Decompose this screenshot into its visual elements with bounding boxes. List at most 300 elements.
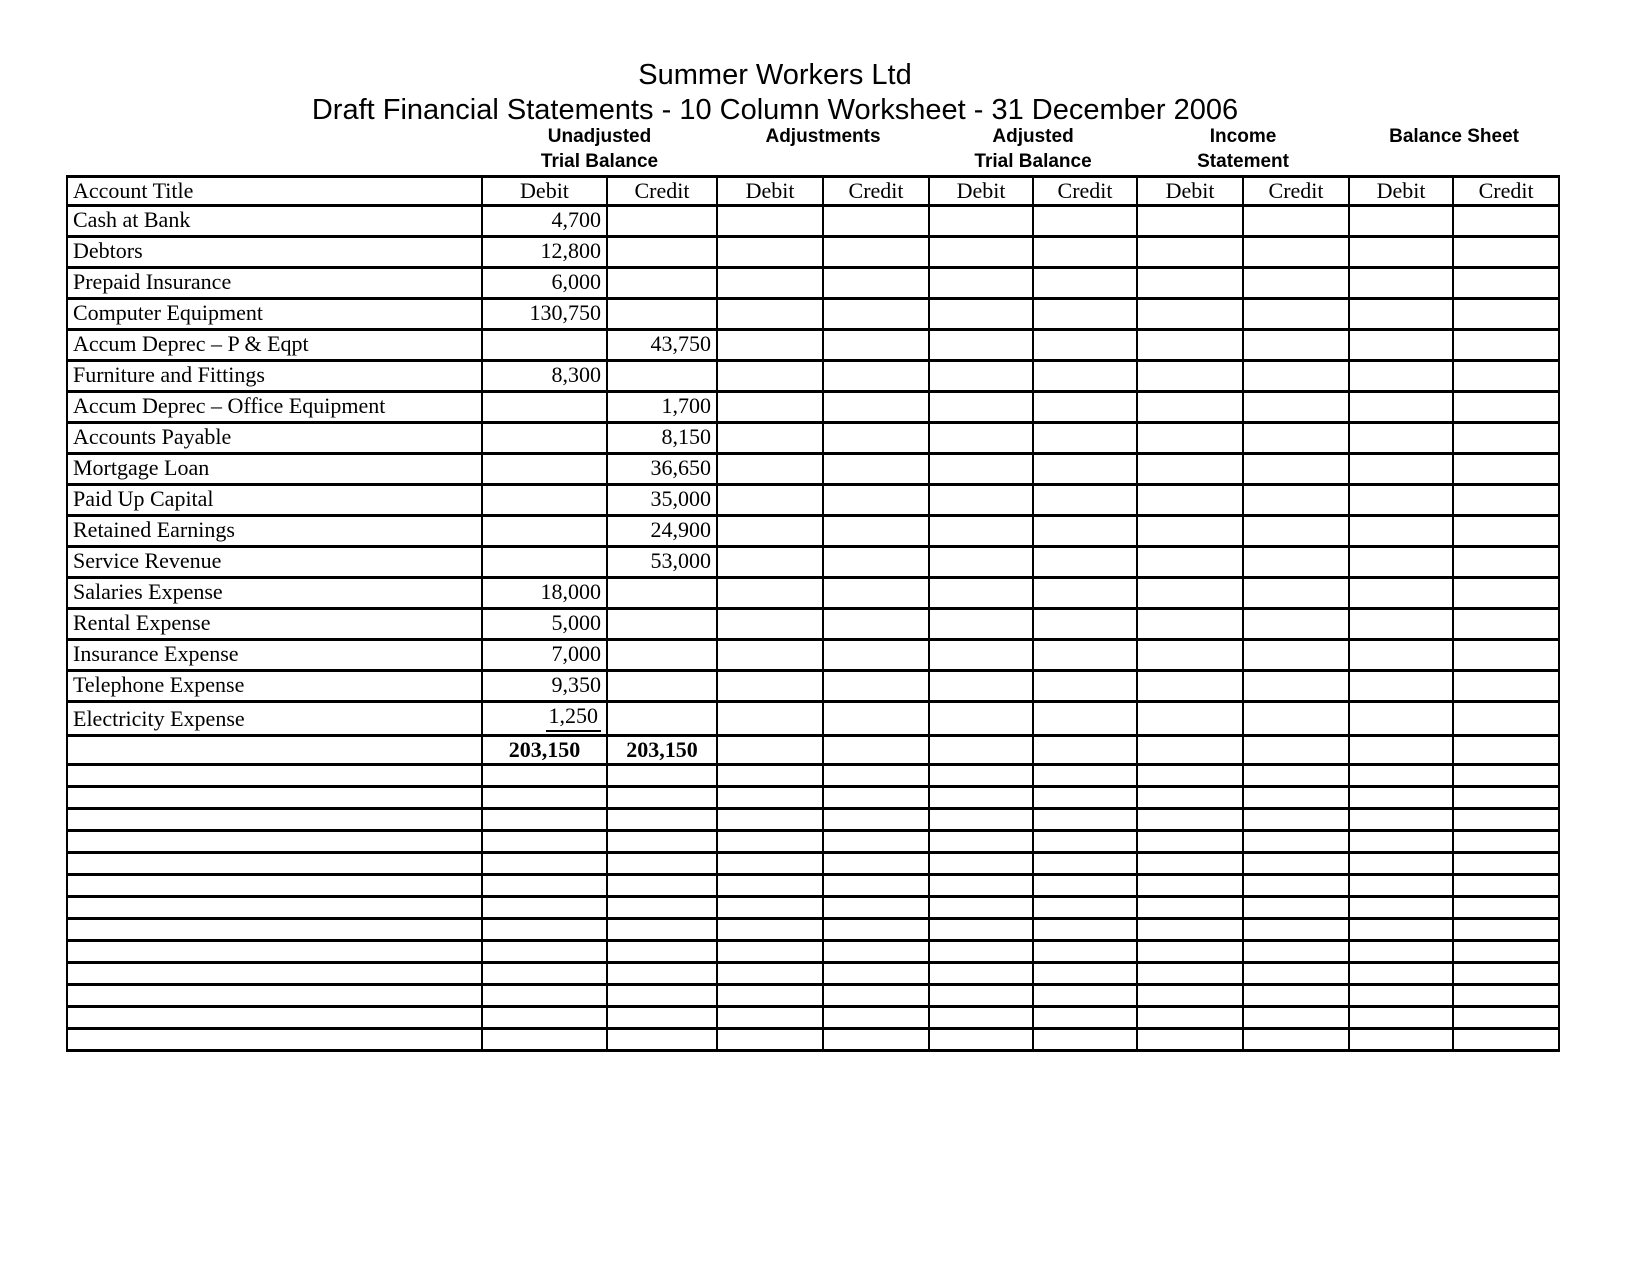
empty-cell (823, 786, 929, 808)
table-row (67, 391, 1559, 422)
credit-cell (823, 360, 929, 391)
empty-cell (1243, 764, 1349, 786)
empty-cell (482, 984, 607, 1006)
empty-cell (929, 786, 1033, 808)
empty-cell (1033, 764, 1137, 786)
empty-cell (1453, 764, 1559, 786)
credit-cell (607, 670, 717, 701)
worksheet-table (66, 124, 1560, 1052)
empty-cell (929, 874, 1033, 896)
empty-cell (1137, 940, 1243, 962)
debit-cell (1137, 453, 1243, 484)
debit-cell: 9,350 (482, 670, 607, 701)
table-row (67, 205, 1559, 236)
empty-cell (1033, 918, 1137, 940)
debit-cell (1137, 236, 1243, 267)
debit-cell (717, 515, 823, 546)
empty-cell (607, 940, 717, 962)
empty-cell (1453, 918, 1559, 940)
credit-cell (1033, 577, 1137, 608)
account-title-cell: Service Revenue (67, 546, 482, 577)
debit-cell: 7,000 (482, 639, 607, 670)
totals-row (67, 735, 1559, 764)
empty-cell (1033, 1028, 1137, 1050)
debit-cell (482, 701, 607, 735)
credit-cell (1243, 515, 1349, 546)
empty-cell (1453, 940, 1559, 962)
debit-cell (1137, 205, 1243, 236)
credit-cell (1243, 360, 1349, 391)
credit-cell (1243, 546, 1349, 577)
credit-cell (1243, 639, 1349, 670)
empty-cell (1137, 808, 1243, 830)
empty-cell (717, 940, 823, 962)
empty-cell (1243, 735, 1349, 764)
empty-cell (1243, 962, 1349, 984)
empty-row (67, 786, 1559, 808)
empty-cell (67, 874, 482, 896)
table-row (67, 515, 1559, 546)
empty-cell (67, 830, 482, 852)
empty-row (67, 1028, 1559, 1050)
empty-cell (607, 852, 717, 874)
empty-cell (823, 874, 929, 896)
empty-cell (717, 896, 823, 918)
empty-cell (67, 786, 482, 808)
group-label-line1: Adjustments (765, 126, 881, 147)
empty-cell (717, 830, 823, 852)
empty-cell (482, 896, 607, 918)
account-title-cell: Furniture and Fittings (67, 360, 482, 391)
empty-cell (1033, 962, 1137, 984)
empty-cell (929, 852, 1033, 874)
debit-cell (929, 515, 1033, 546)
credit-cell (1453, 670, 1559, 701)
credit-cell (607, 577, 717, 608)
credit-cell (1453, 205, 1559, 236)
empty-cell (717, 918, 823, 940)
table-row (67, 329, 1559, 360)
debit-cell (717, 577, 823, 608)
credit-cell (1033, 236, 1137, 267)
empty-cell (482, 1028, 607, 1050)
table-row (67, 236, 1559, 267)
empty-row (67, 808, 1559, 830)
empty-cell (1453, 1028, 1559, 1050)
empty-cell (67, 1006, 482, 1028)
debit-cell (1137, 701, 1243, 735)
credit-cell (607, 205, 717, 236)
empty-cell (929, 984, 1033, 1006)
empty-cell (607, 808, 717, 830)
empty-cell (1137, 962, 1243, 984)
empty-cell (67, 808, 482, 830)
credit-cell (823, 515, 929, 546)
table-row (67, 453, 1559, 484)
account-title-cell: Insurance Expense (67, 639, 482, 670)
table-row (67, 701, 1559, 735)
debit-cell (1137, 267, 1243, 298)
debit-cell (1137, 484, 1243, 515)
empty-cell (823, 808, 929, 830)
empty-cell (1243, 918, 1349, 940)
group-income-statement (1137, 124, 1349, 176)
account-title-cell: Accum Deprec – P & Eqpt (67, 329, 482, 360)
empty-cell (1349, 786, 1453, 808)
empty-cell (1349, 735, 1453, 764)
empty-cell (1137, 896, 1243, 918)
group-label-line1: Income (1209, 126, 1277, 147)
credit-cell (1453, 515, 1559, 546)
empty-cell (823, 940, 929, 962)
empty-cell (1137, 852, 1243, 874)
debit-cell: 8,300 (482, 360, 607, 391)
empty-cell (1453, 808, 1559, 830)
empty-cell (717, 764, 823, 786)
empty-row (67, 984, 1559, 1006)
debit-cell (929, 267, 1033, 298)
empty-cell (1349, 808, 1453, 830)
empty-cell (823, 852, 929, 874)
group-label-line2: Trial Balance (974, 151, 1092, 172)
empty-cell (1033, 735, 1137, 764)
empty-cell (1137, 1028, 1243, 1050)
debit-cell (717, 453, 823, 484)
empty-cell (607, 1006, 717, 1028)
empty-cell (482, 808, 607, 830)
empty-cell (717, 962, 823, 984)
debit-cell (482, 515, 607, 546)
credit-cell: 35,000 (607, 484, 717, 515)
debit-cell (1349, 236, 1453, 267)
table-row (67, 670, 1559, 701)
debit-cell (1137, 639, 1243, 670)
debit-cell (717, 236, 823, 267)
debit-cell (929, 391, 1033, 422)
empty-cell (607, 962, 717, 984)
credit-cell (607, 360, 717, 391)
empty-cell (717, 786, 823, 808)
credit-cell: 24,900 (607, 515, 717, 546)
credit-cell (823, 453, 929, 484)
credit-cell (823, 577, 929, 608)
debit-header: Debit (482, 176, 607, 205)
group-adjusted-trial-balance (929, 124, 1137, 176)
account-title-cell: Electricity Expense (67, 701, 482, 735)
credit-cell (1453, 639, 1559, 670)
credit-header: Credit (1033, 176, 1137, 205)
empty-cell (67, 984, 482, 1006)
debit-cell (1137, 422, 1243, 453)
credit-cell (823, 546, 929, 577)
credit-cell (1033, 360, 1137, 391)
debit-cell (717, 422, 823, 453)
empty-cell (1033, 808, 1137, 830)
credit-cell (1453, 298, 1559, 329)
debit-cell (717, 360, 823, 391)
empty-cell (1453, 852, 1559, 874)
account-title-cell: Mortgage Loan (67, 453, 482, 484)
debit-cell (929, 236, 1033, 267)
debit-cell (1137, 298, 1243, 329)
debit-cell (1137, 360, 1243, 391)
empty-cell (1243, 1028, 1349, 1050)
empty-cell (1033, 896, 1137, 918)
empty-cell (482, 962, 607, 984)
empty-cell (929, 1006, 1033, 1028)
empty-cell (717, 1006, 823, 1028)
empty-cell (67, 918, 482, 940)
credit-cell (1453, 236, 1559, 267)
debit-cell: 130,750 (482, 298, 607, 329)
empty-cell (1243, 830, 1349, 852)
debit-cell (1137, 577, 1243, 608)
empty-cell (823, 984, 929, 1006)
column-header-row (67, 176, 1559, 205)
group-label-line2: Statement (1197, 151, 1289, 172)
empty-cell (929, 962, 1033, 984)
credit-cell (607, 701, 717, 735)
credit-cell (1243, 236, 1349, 267)
credit-cell (823, 484, 929, 515)
credit-cell (1243, 484, 1349, 515)
table-row (67, 298, 1559, 329)
credit-cell (823, 422, 929, 453)
group-balance-sheet (1349, 124, 1559, 176)
credit-header: Credit (1453, 176, 1559, 205)
debit-cell (1349, 701, 1453, 735)
credit-cell (1243, 267, 1349, 298)
empty-cell (929, 896, 1033, 918)
credit-cell (1453, 329, 1559, 360)
debit-cell (717, 639, 823, 670)
debit-cell (1349, 391, 1453, 422)
empty-cell (823, 918, 929, 940)
credit-cell (607, 298, 717, 329)
debit-cell (1349, 360, 1453, 391)
debit-cell (717, 484, 823, 515)
account-title-cell: Telephone Expense (67, 670, 482, 701)
debit-cell (1349, 329, 1453, 360)
document-subtitle: Draft Financial Statements - 10 Column Worksheet - 31 December 2006 (311, 94, 1239, 126)
empty-cell (1033, 830, 1137, 852)
empty-cell (607, 830, 717, 852)
worksheet-area (66, 124, 1560, 1052)
empty-cell (607, 874, 717, 896)
account-title-cell: Debtors (67, 236, 482, 267)
debit-cell: 18,000 (482, 577, 607, 608)
debit-cell (717, 608, 823, 639)
account-title-cell: Salaries Expense (67, 577, 482, 608)
debit-cell (929, 484, 1033, 515)
empty-cell (1033, 852, 1137, 874)
empty-row (67, 918, 1559, 940)
debit-cell (1137, 670, 1243, 701)
empty-cell (929, 735, 1033, 764)
debit-cell (1137, 391, 1243, 422)
empty-cell (1243, 852, 1349, 874)
empty-cell (67, 852, 482, 874)
empty-cell (482, 852, 607, 874)
credit-cell (1453, 267, 1559, 298)
empty-cell (607, 764, 717, 786)
empty-cell (1349, 830, 1453, 852)
empty-cell (1137, 984, 1243, 1006)
credit-header: Credit (607, 176, 717, 205)
empty-cell (823, 962, 929, 984)
empty-cell (67, 764, 482, 786)
credit-cell (1033, 701, 1137, 735)
credit-cell (1033, 639, 1137, 670)
debit-cell (1349, 453, 1453, 484)
credit-cell: 8,150 (607, 422, 717, 453)
table-row (67, 577, 1559, 608)
debit-cell: 12,800 (482, 236, 607, 267)
totals-spacer-cell (67, 735, 482, 764)
debit-cell (929, 205, 1033, 236)
title-block (66, 58, 1484, 128)
empty-cell (482, 830, 607, 852)
credit-cell (823, 298, 929, 329)
debit-cell (929, 608, 1033, 639)
empty-cell (1453, 874, 1559, 896)
empty-cell (929, 808, 1033, 830)
group-label-line2: Trial Balance (540, 151, 659, 172)
account-title-cell: Cash at Bank (67, 205, 482, 236)
debit-header: Debit (1137, 176, 1243, 205)
debit-cell (1349, 608, 1453, 639)
empty-cell (482, 764, 607, 786)
empty-cell (1349, 874, 1453, 896)
empty-cell (1349, 764, 1453, 786)
debit-cell (717, 298, 823, 329)
account-title-cell: Accum Deprec – Office Equipment (67, 391, 482, 422)
debit-cell (1349, 298, 1453, 329)
empty-cell (1453, 786, 1559, 808)
empty-cell (717, 1028, 823, 1050)
debit-cell (929, 360, 1033, 391)
empty-cell (1033, 786, 1137, 808)
credit-cell (607, 608, 717, 639)
empty-row (67, 896, 1559, 918)
empty-cell (1349, 1028, 1453, 1050)
empty-cell (823, 1006, 929, 1028)
empty-cell (1243, 1006, 1349, 1028)
debit-cell (929, 329, 1033, 360)
credit-cell (1243, 701, 1349, 735)
credit-cell (1453, 453, 1559, 484)
empty-cell (482, 940, 607, 962)
credit-cell (1033, 608, 1137, 639)
debit-cell (717, 267, 823, 298)
credit-cell (1033, 484, 1137, 515)
debit-cell (929, 577, 1033, 608)
credit-cell (1243, 670, 1349, 701)
debit-cell (482, 546, 607, 577)
debit-cell (1137, 546, 1243, 577)
empty-cell (1137, 830, 1243, 852)
empty-row (67, 852, 1559, 874)
debit-cell (1137, 329, 1243, 360)
credit-cell (1243, 391, 1349, 422)
credit-cell (823, 329, 929, 360)
credit-cell (823, 236, 929, 267)
credit-cell (1453, 484, 1559, 515)
empty-row (67, 874, 1559, 896)
empty-cell (717, 874, 823, 896)
empty-cell (929, 830, 1033, 852)
credit-cell (1453, 546, 1559, 577)
debit-header: Debit (717, 176, 823, 205)
group-adjustments (717, 124, 929, 176)
account-title-cell: Computer Equipment (67, 298, 482, 329)
empty-cell (823, 764, 929, 786)
empty-cell (823, 830, 929, 852)
group-label-line1: Unadjusted (547, 126, 652, 147)
credit-cell (823, 639, 929, 670)
credit-cell (1033, 670, 1137, 701)
credit-cell (1243, 422, 1349, 453)
empty-cell (1243, 808, 1349, 830)
group-label-line1: Adjusted (992, 126, 1074, 147)
account-title-header: Account Title (67, 176, 482, 205)
empty-cell (1137, 735, 1243, 764)
credit-cell (1453, 577, 1559, 608)
empty-cell (1033, 940, 1137, 962)
credit-cell (607, 639, 717, 670)
debit-cell (929, 701, 1033, 735)
empty-cell (1349, 1006, 1453, 1028)
table-row (67, 608, 1559, 639)
credit-cell (823, 267, 929, 298)
debit-cell (1349, 422, 1453, 453)
credit-header: Credit (1243, 176, 1349, 205)
debit-cell (929, 298, 1033, 329)
empty-cell (929, 918, 1033, 940)
empty-cell (67, 962, 482, 984)
table-row (67, 546, 1559, 577)
empty-cell (1033, 874, 1137, 896)
empty-cell (482, 1006, 607, 1028)
credit-cell: 53,000 (607, 546, 717, 577)
credit-cell: 1,700 (607, 391, 717, 422)
debit-cell: 5,000 (482, 608, 607, 639)
debit-cell (929, 422, 1033, 453)
table-row (67, 422, 1559, 453)
empty-cell (482, 874, 607, 896)
empty-row (67, 962, 1559, 984)
empty-cell (1243, 874, 1349, 896)
credit-cell (1033, 546, 1137, 577)
credit-header: Credit (823, 176, 929, 205)
empty-cell (1453, 830, 1559, 852)
account-title-cell: Paid Up Capital (67, 484, 482, 515)
debit-cell (482, 422, 607, 453)
empty-cell (482, 786, 607, 808)
empty-cell (1137, 874, 1243, 896)
credit-cell (1243, 577, 1349, 608)
total-debit-cell: 203,150 (482, 735, 607, 764)
empty-cell (1243, 940, 1349, 962)
empty-cell (67, 896, 482, 918)
account-title-cell: Retained Earnings (67, 515, 482, 546)
debit-cell (1349, 577, 1453, 608)
empty-cell (823, 896, 929, 918)
empty-cell (929, 940, 1033, 962)
empty-cell (1453, 1006, 1559, 1028)
debit-cell (929, 670, 1033, 701)
credit-cell (823, 205, 929, 236)
